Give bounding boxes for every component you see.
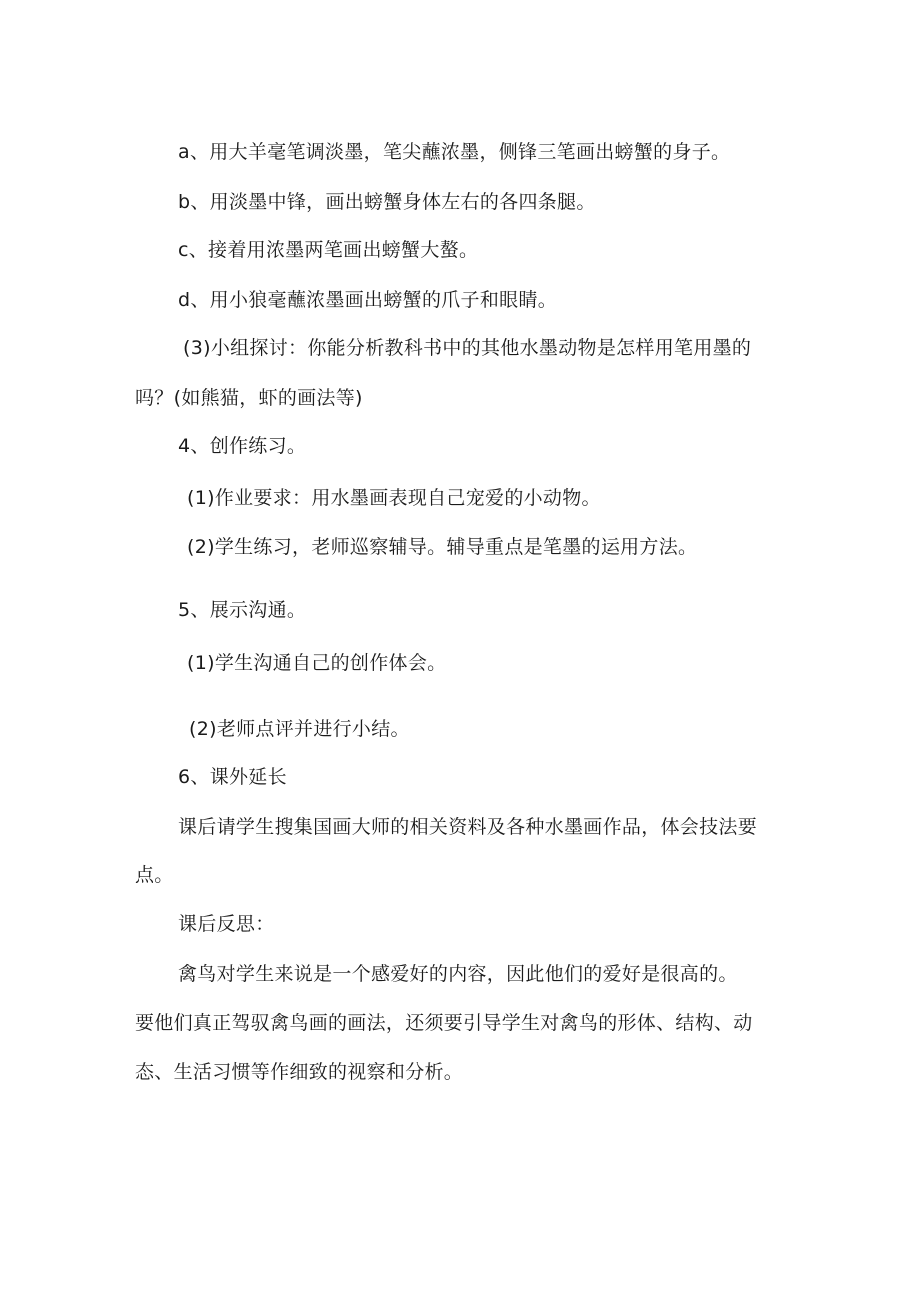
reflection-text-line-2: 要他们真正驾驭禽鸟画的画法，还须要引导学生对禽鸟的形体、结构、动 <box>135 1012 753 1034</box>
step-c-text: c、接着用浓墨两笔画出螃蟹大螯。 <box>178 239 479 261</box>
step-a-text: a、用大羊毫笔调淡墨，笔尖蘸浓墨，侧锋三笔画出螃蟹的身子。 <box>178 141 731 163</box>
step-d-text: d、用小狼毫蘸浓墨画出螃蟹的爪子和眼睛。 <box>178 289 558 311</box>
section-5-heading: 5、展示沟通。 <box>178 599 307 621</box>
homework-requirement-text: (1)作业要求：用水墨画表现自己宠爱的小动物。 <box>187 487 601 509</box>
student-practice-text: (2)学生练习，老师巡察辅导。辅导重点是笔墨的运用方法。 <box>187 536 698 558</box>
step-b-text: b、用淡墨中锋，画出螃蟹身体左右的各四条腿。 <box>178 191 596 213</box>
reflection-text-line-1: 禽鸟对学生来说是一个感爱好的内容，因此他们的爱好是很高的。 <box>178 963 738 985</box>
group-discussion-text: (3)小组探讨：你能分析教科书中的其他水墨动物是怎样用笔用墨的 <box>183 337 752 359</box>
group-discussion-continued: 吗？(如熊猫，虾的画法等) <box>135 387 363 409</box>
extension-text-continued: 点。 <box>135 864 174 886</box>
section-6-heading: 6、课外延长 <box>178 766 287 788</box>
reflection-text-line-3: 态、生活习惯等作细致的视察和分析。 <box>135 1061 464 1083</box>
student-share-text: (1)学生沟通自己的创作体会。 <box>187 652 447 674</box>
teacher-summary-text: (2)老师点评并进行小结。 <box>189 718 410 740</box>
reflection-heading: 课后反思： <box>178 913 275 935</box>
section-4-heading: 4、创作练习。 <box>178 435 307 457</box>
extension-text: 课后请学生搜集国画大师的相关资料及各种水墨画作品，体会技法要 <box>178 816 758 838</box>
